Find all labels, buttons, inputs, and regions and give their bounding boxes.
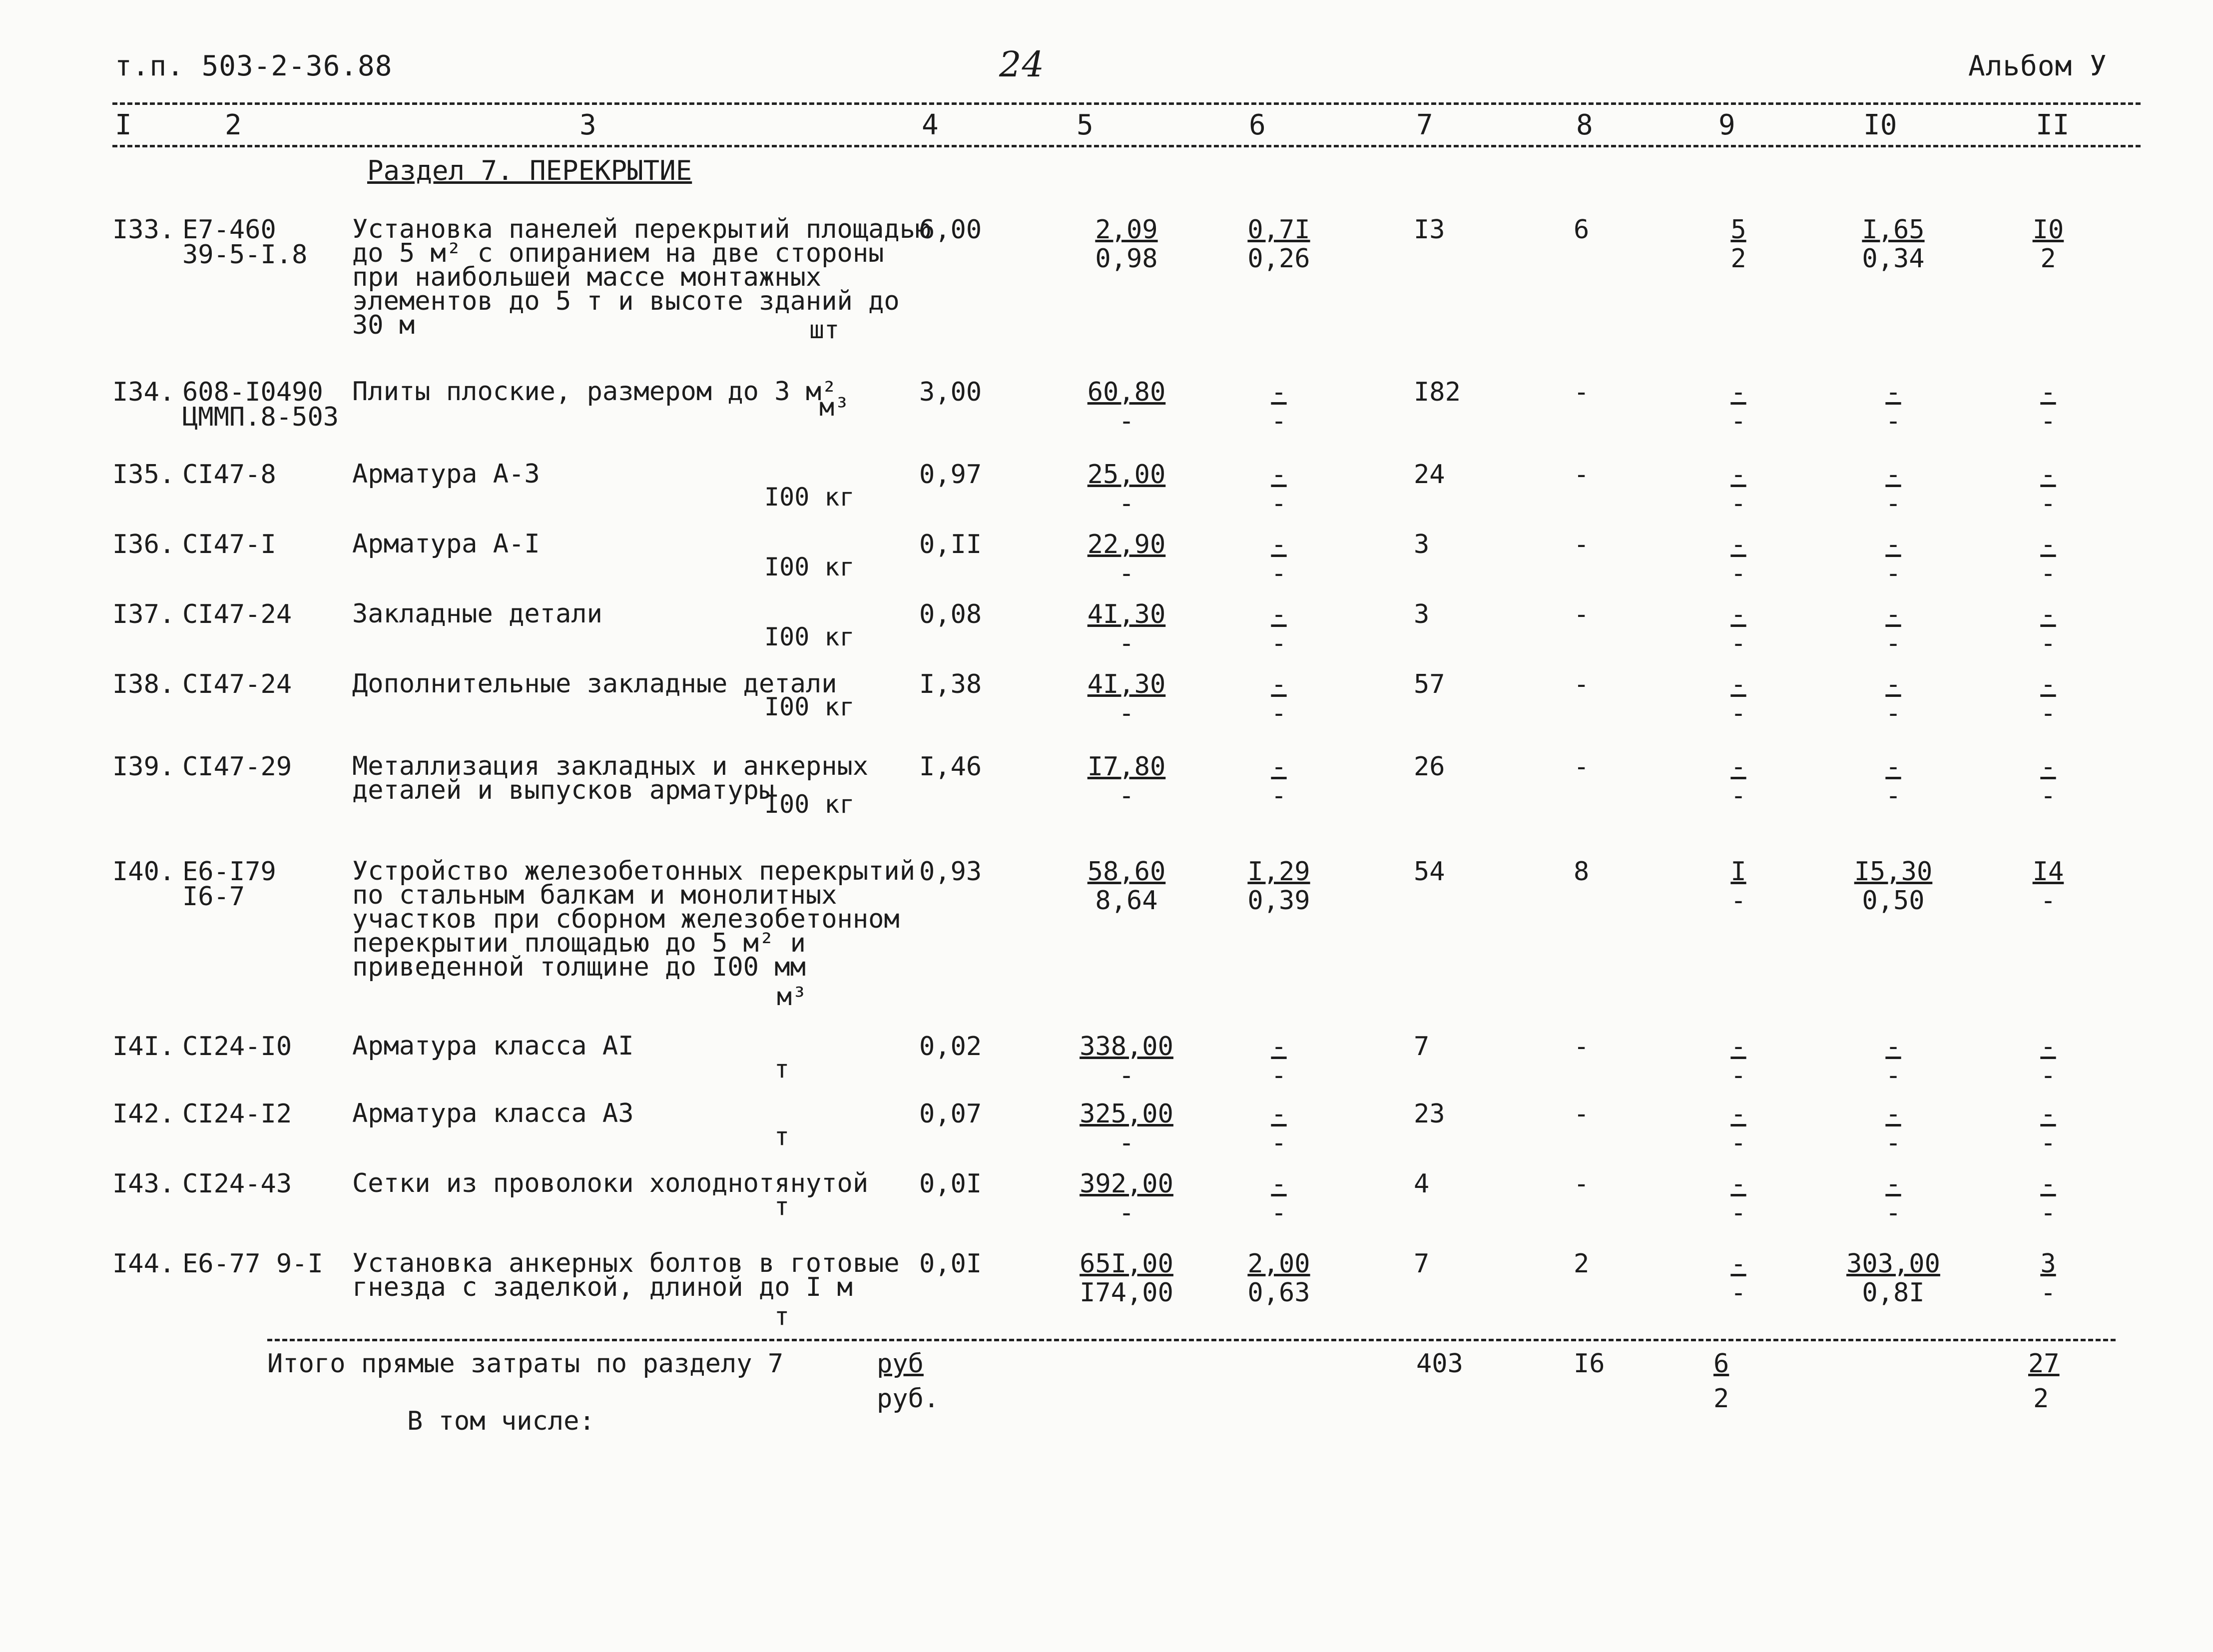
unit-wage-top: - (1271, 669, 1287, 699)
unit-cost-bottom: - (1118, 558, 1134, 588)
col11-value-bottom: - (2040, 781, 2056, 811)
total-cost: 3 (1414, 599, 1430, 629)
col11-value-bottom: 2 (2040, 244, 2056, 274)
unit-cost-bottom: 8,64 (1095, 886, 1158, 916)
unit-wage-top: - (1271, 1169, 1287, 1199)
norm-code: СI24-I2 (182, 1099, 292, 1129)
unit-cost (1072, 1169, 1181, 1228)
unit-wage-top: - (1271, 599, 1287, 629)
quantity: 0,07 (919, 1099, 982, 1129)
col9-value-top: - (1730, 1032, 1746, 1062)
norm-code: СI24-I0 (182, 1032, 292, 1062)
unit-wage-bottom: - (1271, 406, 1287, 436)
col9-value-bottom: - (1730, 698, 1746, 728)
col9-value-top: - (1730, 1099, 1746, 1129)
unit-cost-top: 25,00 (1087, 460, 1166, 490)
col10-value (1843, 532, 1943, 586)
col11-value (2018, 532, 2078, 586)
unit-cost-top: 2,09 (1095, 215, 1158, 245)
unit-wage-top: - (1271, 752, 1287, 782)
col10-value-bottom: 0,34 (1862, 244, 1925, 274)
row-number: I36. (112, 530, 175, 559)
col10-value (1843, 377, 1943, 436)
unit-cost (1072, 215, 1181, 274)
col11-value-bottom: - (2040, 406, 2056, 436)
unit-wage-bottom: - (1271, 698, 1287, 728)
col11-value-top: 3 (2040, 1249, 2056, 1279)
unit-cost (1072, 752, 1181, 811)
quantity: 0,08 (919, 599, 982, 629)
col10-value (1843, 669, 1943, 728)
work-description: Арматура А-I (352, 529, 540, 559)
col10-value-top: - (1885, 752, 1901, 782)
row-number: I33. (112, 215, 175, 245)
col10-value-bottom: - (1885, 489, 1901, 519)
col10-value (1843, 1169, 1943, 1228)
unit-of-measure: I00 кг (764, 692, 855, 721)
colnum-5: 5 (1077, 109, 1094, 141)
unit-wage (1244, 599, 1314, 658)
unit-wage (1244, 1032, 1314, 1091)
col11-value (2018, 1099, 2078, 1158)
col10-value-bottom: - (1885, 698, 1901, 728)
unit-cost-top: 392,00 (1080, 1169, 1173, 1199)
col9-value-top: - (1730, 377, 1746, 407)
total-subheading: В том числе: (407, 1406, 595, 1436)
total-wage: - (1574, 669, 1590, 699)
total-label: Итого прямые затраты по разделу 7 (267, 1349, 784, 1379)
total-wage: - (1574, 530, 1590, 559)
colnum-11: II (2036, 109, 2070, 141)
unit-of-measure: шт (809, 315, 840, 344)
work-description: Металлизация закладных и анкерных деталей и выпусков арматуры (352, 751, 869, 805)
col11-value (2018, 215, 2078, 274)
unit-wage-bottom: - (1271, 558, 1287, 588)
total-cost: 54 (1414, 857, 1445, 887)
work-description: Дополнительные закладные детали (352, 669, 837, 699)
col11-value-top: - (2040, 530, 2056, 559)
col10-value-top: - (1885, 530, 1901, 559)
work-description: Устройство железобетонных перекрытий по стальным балкам и монолитных участков при сборном железобетонном перекрытии площадью до 5 м² и приведенной толщине до I00 мм (352, 856, 916, 982)
unit-cost (1072, 532, 1181, 586)
col10-value-bottom: - (1885, 1198, 1901, 1228)
col9-value (1708, 377, 1768, 436)
col9-value-bottom: - (1730, 558, 1746, 588)
col10-value-top: - (1885, 377, 1901, 407)
unit-of-measure: I00 кг (764, 622, 855, 651)
unit-wage (1244, 532, 1314, 586)
total-wage: - (1574, 460, 1590, 490)
norm-code: СI47-24 (182, 669, 292, 699)
row-number: I37. (112, 599, 175, 629)
col10-value-top: - (1885, 669, 1901, 699)
col10-value-top: - (1885, 1169, 1901, 1199)
col11-value-bottom: - (2040, 558, 2056, 588)
total-wage: 6 (1574, 215, 1590, 245)
unit-cost-bottom: 0,98 (1095, 244, 1158, 274)
quantity: 0,II (919, 530, 982, 559)
col9-value-bottom: 2 (1730, 244, 1746, 274)
unit-of-measure: I00 кг (764, 790, 855, 819)
col9-value-bottom: - (1730, 1061, 1746, 1091)
total-wage: - (1574, 1032, 1590, 1062)
col9-value (1708, 857, 1768, 916)
total-cost: I3 (1414, 215, 1445, 245)
col11-value (2018, 857, 2078, 916)
total-wage: - (1574, 1099, 1590, 1129)
total-wage: 8 (1574, 857, 1590, 887)
unit-of-measure: т (774, 1192, 790, 1221)
unit-wage (1244, 460, 1314, 519)
col11-value-bottom: - (2040, 1278, 2056, 1308)
col9-value-top: - (1730, 530, 1746, 559)
col9-value-bottom: - (1730, 1278, 1746, 1308)
work-description: Установка панелей перекрытий площадью до 5 м² с опиранием на две стороны при наибольшей массе монтажных элементов до 5 т и высоте зданий до 30 м (352, 214, 931, 340)
unit-cost-top: 325,00 (1080, 1099, 1173, 1129)
col11-value (2018, 1169, 2078, 1228)
colnum-7: 7 (1416, 109, 1433, 141)
col9-value (1708, 1249, 1768, 1308)
col11-value-top: - (2040, 1032, 2056, 1062)
col9-value-top: - (1730, 752, 1746, 782)
col11-value-top: - (2040, 669, 2056, 699)
unit-wage-bottom: 0,26 (1247, 244, 1310, 274)
work-description: Установка анкерных болтов в готовые гнезда с заделкой, длиной до I м (352, 1248, 900, 1302)
col11-value-top: - (2040, 752, 2056, 782)
col11-value-top: I0 (2032, 215, 2064, 245)
unit-cost-top: 60,80 (1087, 377, 1166, 407)
col10-value-top: - (1885, 1099, 1901, 1129)
col10-value (1843, 215, 1943, 274)
col10-value-top: 303,00 (1846, 1249, 1940, 1279)
total-cost: 3 (1414, 530, 1430, 559)
colnum-3: 3 (579, 109, 596, 141)
total-col9-top: 6 (1713, 1349, 1729, 1379)
col9-value-bottom: - (1730, 1128, 1746, 1158)
section-title: Раздел 7. ПЕРЕКРЫТИЕ (367, 155, 692, 186)
norm-code: СI47-24 (182, 599, 292, 629)
col10-value-bottom: - (1885, 628, 1901, 658)
unit-cost-top: 22,90 (1087, 530, 1166, 559)
unit-wage-bottom: - (1271, 1128, 1287, 1158)
unit-wage-bottom: - (1271, 628, 1287, 658)
row-number: I39. (112, 752, 175, 782)
col9-value-top: - (1730, 599, 1746, 629)
unit-wage-bottom: 0,63 (1247, 1278, 1310, 1308)
total-cost: 7 (1414, 1032, 1430, 1062)
work-description: Закладные детали (352, 599, 602, 629)
quantity: 0,02 (919, 1032, 982, 1062)
col9-value (1708, 215, 1768, 274)
unit-wage-bottom: 0,39 (1247, 886, 1310, 916)
col11-value-bottom: - (2040, 1198, 2056, 1228)
col9-value-bottom: - (1730, 1198, 1746, 1228)
unit-cost (1072, 669, 1181, 728)
col10-value-top: I5,30 (1854, 857, 1933, 887)
col11-value (2018, 460, 2078, 519)
col10-value-bottom: 0,8I (1862, 1278, 1925, 1308)
col9-value (1708, 599, 1768, 658)
col11-value-top: - (2040, 1099, 2056, 1129)
unit-cost (1072, 1249, 1181, 1308)
col11-value-bottom: - (2040, 698, 2056, 728)
col10-value-bottom: - (1885, 558, 1901, 588)
total-col8: I6 (1574, 1349, 1605, 1379)
row-number: I38. (112, 669, 175, 699)
col10-value-bottom: - (1885, 781, 1901, 811)
unit-of-measure: I00 кг (764, 552, 855, 581)
unit-wage-bottom: - (1271, 1198, 1287, 1228)
unit-cost-bottom: - (1118, 781, 1134, 811)
unit-wage-top: 0,7I (1247, 215, 1310, 245)
colnum-6: 6 (1249, 109, 1266, 141)
col11-value (2018, 669, 2078, 728)
total-unit-top: руб (877, 1349, 924, 1379)
colnum-8: 8 (1576, 109, 1593, 141)
unit-of-measure: м³ (777, 982, 807, 1011)
unit-wage-top: - (1271, 530, 1287, 559)
col11-value-top: I4 (2032, 857, 2064, 887)
norm-code: СI47-8 (182, 460, 276, 490)
norm-code: СI24-43 (182, 1169, 292, 1199)
col9-value-bottom: - (1730, 781, 1746, 811)
col11-value (2018, 599, 2078, 658)
col9-value (1708, 1099, 1768, 1158)
row-number: I43. (112, 1169, 175, 1199)
col9-value-bottom: - (1730, 628, 1746, 658)
row-number: I35. (112, 460, 175, 490)
col9-value (1708, 1169, 1768, 1228)
unit-cost-top: 338,00 (1080, 1032, 1173, 1062)
col11-value-top: - (2040, 1169, 2056, 1199)
col11-value-bottom: - (2040, 628, 2056, 658)
unit-wage (1244, 752, 1314, 811)
quantity: I,38 (919, 669, 982, 699)
unit-cost-top: 58,60 (1087, 857, 1166, 887)
col10-value-bottom: - (1885, 406, 1901, 436)
total-rule (267, 1339, 2116, 1341)
col10-value-top: I,65 (1862, 215, 1925, 245)
row-number: I4I. (112, 1032, 175, 1062)
norm-code: Е6-77 9-I (182, 1249, 323, 1279)
col10-value (1843, 460, 1943, 519)
work-description: Арматура класса АI (352, 1031, 634, 1061)
page-number: 24 (999, 44, 1045, 85)
col11-value-bottom: - (2040, 1061, 2056, 1091)
unit-cost-bottom: - (1118, 1198, 1134, 1228)
colnum-2: 2 (225, 109, 242, 141)
unit-cost-bottom: - (1118, 489, 1134, 519)
unit-cost-top: 4I,30 (1087, 669, 1166, 699)
unit-wage-top: I,29 (1247, 857, 1310, 887)
unit-cost-bottom: - (1118, 628, 1134, 658)
unit-cost (1072, 857, 1181, 916)
col9-value-top: I (1730, 857, 1746, 887)
quantity: I,46 (919, 752, 982, 782)
unit-cost-top: I7,80 (1087, 752, 1166, 782)
unit-wage (1244, 377, 1314, 436)
col9-value-bottom: - (1730, 489, 1746, 519)
col10-value-top: - (1885, 460, 1901, 490)
col10-value (1843, 752, 1943, 811)
unit-cost-bottom: I74,00 (1080, 1278, 1173, 1308)
col11-value-top: - (2040, 377, 2056, 407)
total-cost: 57 (1414, 669, 1445, 699)
col10-value-bottom: - (1885, 1128, 1901, 1158)
col10-value (1843, 1249, 1943, 1308)
col11-value-bottom: - (2040, 886, 2056, 916)
unit-cost (1072, 377, 1181, 436)
total-cost: 23 (1414, 1099, 1445, 1129)
col9-value (1708, 752, 1768, 811)
total-col7: 403 (1416, 1349, 1463, 1379)
unit-cost-bottom: - (1118, 1128, 1134, 1158)
col9-value (1708, 669, 1768, 728)
col11-value-top: - (2040, 460, 2056, 490)
unit-of-measure: т (774, 1302, 790, 1331)
unit-of-measure: т (774, 1122, 790, 1151)
unit-of-measure: т (774, 1055, 790, 1084)
col10-value-bottom: - (1885, 1061, 1901, 1091)
unit-wage-top: - (1271, 1032, 1287, 1062)
col11-value (2018, 1032, 2078, 1091)
col9-value-bottom: - (1730, 886, 1746, 916)
col11-value-bottom: - (2040, 489, 2056, 519)
col9-value-top: 5 (1730, 215, 1746, 245)
unit-wage-top: - (1271, 1099, 1287, 1129)
col11-value (2018, 1249, 2078, 1308)
unit-wage-bottom: - (1271, 781, 1287, 811)
norm-code: Е7-460 39-5-I.8 (182, 215, 308, 270)
norm-code: Е6-I79 I6-7 (182, 857, 276, 912)
total-col11-bottom: 2 (2033, 1384, 2049, 1414)
unit-cost (1072, 1032, 1181, 1091)
col9-value-top: - (1730, 1169, 1746, 1199)
col11-value-bottom: - (2040, 1128, 2056, 1158)
quantity: 0,97 (919, 460, 982, 490)
work-description: Арматура класса А3 (352, 1099, 634, 1128)
col10-value (1843, 1099, 1943, 1158)
total-cost: 4 (1414, 1169, 1430, 1199)
unit-cost (1072, 1099, 1181, 1158)
col10-value-top: - (1885, 599, 1901, 629)
norm-code: 608-I0490 ЦММП.8-503 (182, 377, 339, 432)
total-wage: 2 (1574, 1249, 1590, 1279)
unit-wage-top: - (1271, 460, 1287, 490)
colnum-10: I0 (1863, 109, 1897, 141)
row-number: I40. (112, 857, 175, 887)
header-rule-top (112, 102, 2141, 105)
quantity: 0,93 (919, 857, 982, 887)
unit-cost (1072, 460, 1181, 519)
unit-wage-top: 2,00 (1247, 1249, 1310, 1279)
norm-code: СI47-I (182, 530, 276, 559)
total-cost: I82 (1414, 377, 1461, 407)
unit-wage (1244, 669, 1314, 728)
document-code: т.п. 503-2-36.88 (115, 50, 393, 82)
col10-value (1843, 599, 1943, 658)
unit-cost-top: 4I,30 (1087, 599, 1166, 629)
colnum-9: 9 (1718, 109, 1735, 141)
col9-value (1708, 460, 1768, 519)
unit-wage (1244, 1099, 1314, 1158)
unit-wage (1244, 857, 1314, 916)
col10-value-bottom: 0,50 (1862, 886, 1925, 916)
col9-value (1708, 1032, 1768, 1091)
unit-cost-bottom: - (1118, 1061, 1134, 1091)
unit-wage (1244, 1169, 1314, 1228)
unit-cost-bottom: - (1118, 698, 1134, 728)
header-rule-bottom (112, 145, 2141, 147)
unit-wage-bottom: - (1271, 1061, 1287, 1091)
unit-wage-top: - (1271, 377, 1287, 407)
total-cost: 26 (1414, 752, 1445, 782)
quantity: 3,00 (919, 377, 982, 407)
col11-value-top: - (2040, 599, 2056, 629)
col11-value (2018, 377, 2078, 436)
col9-value-bottom: - (1730, 406, 1746, 436)
col10-value (1843, 1032, 1943, 1091)
total-wage: - (1574, 1169, 1590, 1199)
unit-wage (1244, 215, 1314, 274)
total-col11-top: 27 (2028, 1349, 2060, 1379)
norm-code: СI47-29 (182, 752, 292, 782)
total-wage: - (1574, 377, 1590, 407)
total-wage: - (1574, 752, 1590, 782)
total-unit-bottom: руб. (877, 1384, 940, 1414)
colnum-4: 4 (922, 109, 939, 141)
colnum-1: I (115, 109, 132, 141)
row-number: I44. (112, 1249, 175, 1279)
col9-value-top: - (1730, 460, 1746, 490)
quantity: 0,0I (919, 1249, 982, 1279)
unit-cost-bottom: - (1118, 406, 1134, 436)
col9-value (1708, 532, 1768, 586)
total-cost: 24 (1414, 460, 1445, 490)
unit-of-measure: м³ (819, 393, 850, 422)
total-cost: 7 (1414, 1249, 1430, 1279)
work-description: Сетки из проволоки холоднотянутой (352, 1168, 869, 1198)
total-wage: - (1574, 599, 1590, 629)
unit-of-measure: I00 кг (764, 483, 855, 512)
unit-cost-top: 65I,00 (1080, 1249, 1173, 1279)
unit-wage-bottom: - (1271, 489, 1287, 519)
unit-wage (1244, 1249, 1314, 1308)
work-description: Плиты плоские, размером до 3 м² (352, 377, 837, 407)
row-number: I34. (112, 377, 175, 407)
col10-value (1843, 857, 1943, 916)
col9-value-top: - (1730, 1249, 1746, 1279)
unit-cost (1072, 599, 1181, 658)
work-description: Арматура А-3 (352, 459, 540, 489)
col10-value-top: - (1885, 1032, 1901, 1062)
quantity: 6,00 (919, 215, 982, 245)
quantity: 0,0I (919, 1169, 982, 1199)
row-number: I42. (112, 1099, 175, 1129)
album-label: Альбом У (1968, 50, 2107, 82)
col9-value-top: - (1730, 669, 1746, 699)
col11-value (2018, 752, 2078, 811)
total-col9-bottom: 2 (1713, 1384, 1729, 1414)
